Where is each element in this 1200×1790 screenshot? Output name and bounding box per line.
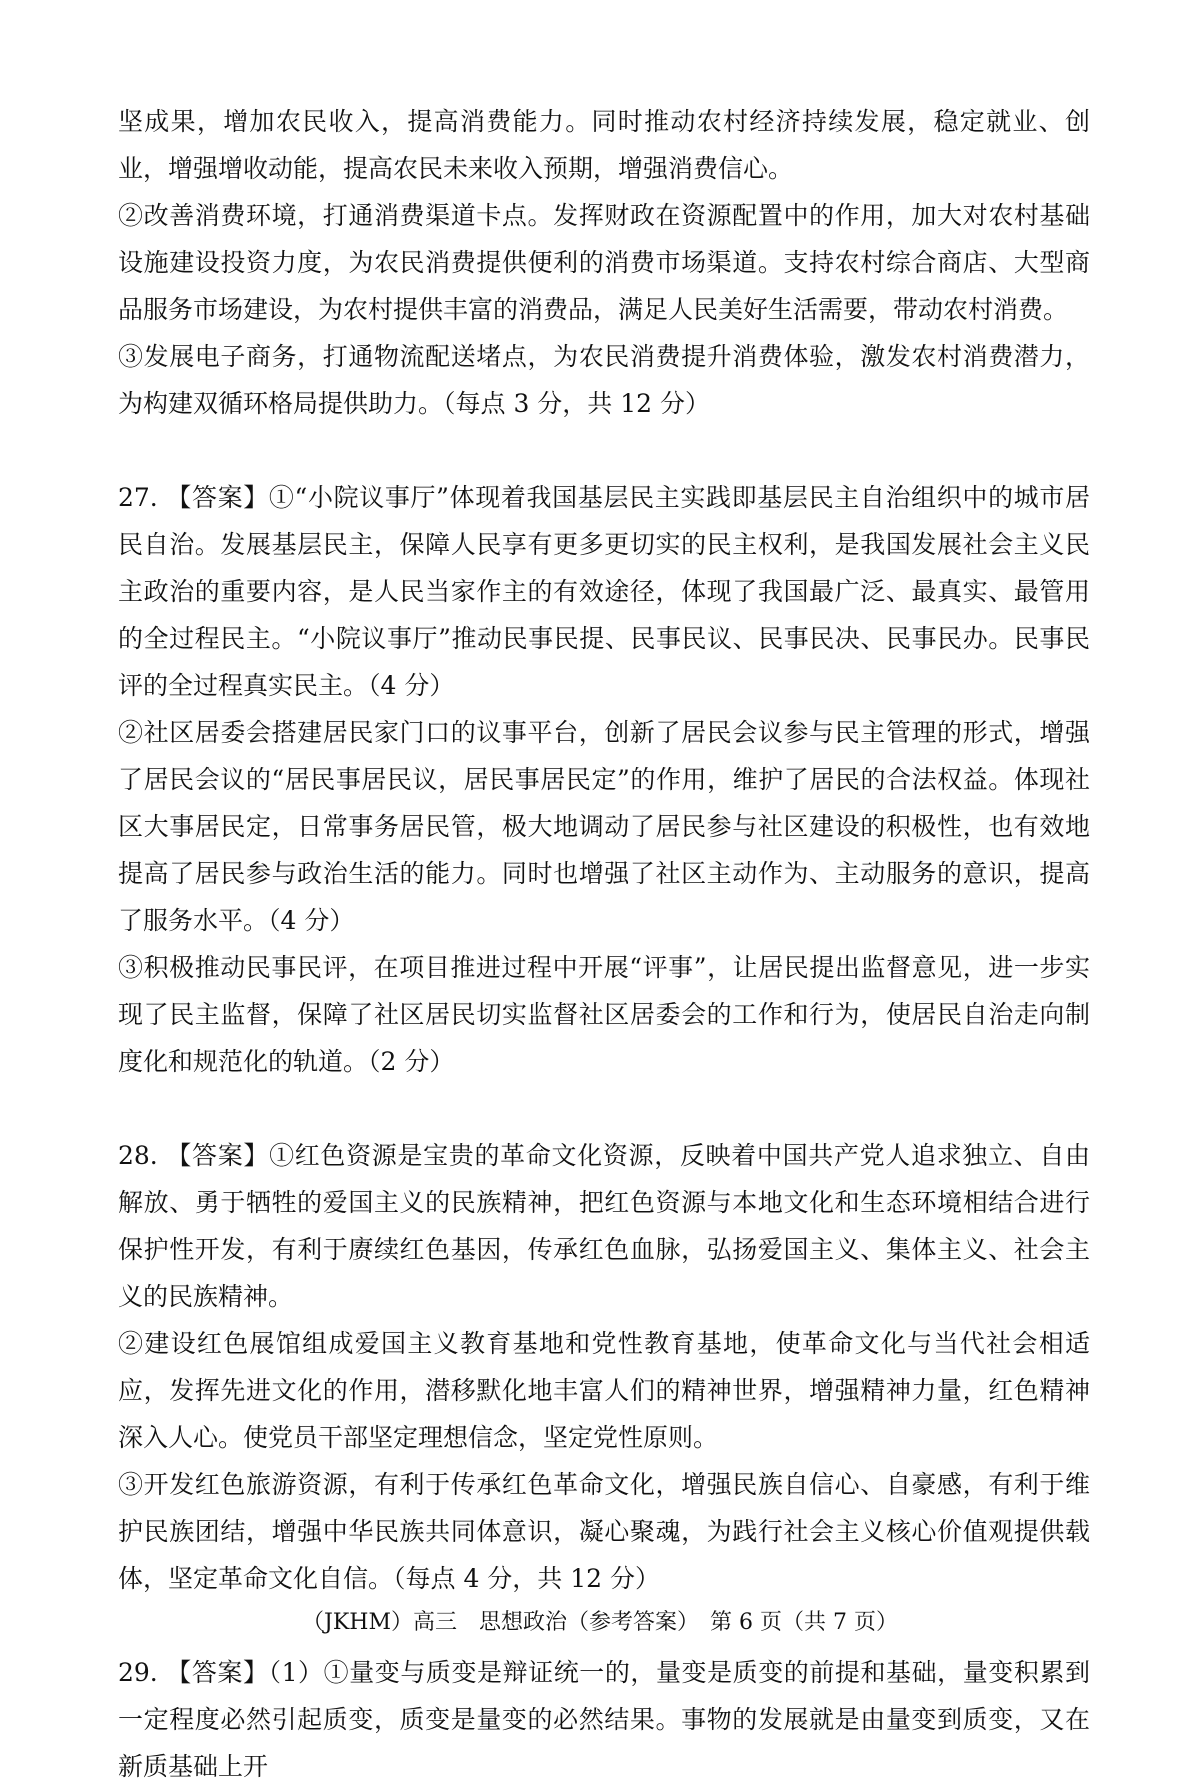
section-gap [118, 427, 1090, 474]
question-answer-heading: 27. 【答案】①“小院议事厅”体现着我国基层民主实践即基层民主自治组织中的城市居民自治。发展基层民主，保障人民享有更多更切实的民主权利，是我国发展社会主义民主政治的重要内容，是人民当家作主的有效途径，体现了我国最广泛、最真实、最管用的全过程民主。“小院议事厅”推动民事民提、民事民议、民事民决、民事民办。民事民评的全过程真实民主。（4 分） [118, 483, 1090, 700]
paragraph: ③发展电子商务，打通物流配送堵点，为农民消费提升消费体验，激发农村消费潜力，为构建双循环格局提供助力。（每点 3 分，共 12 分） [118, 342, 1090, 418]
section-q27 [118, 474, 1090, 1085]
paragraph: ②社区居委会搭建居民家门口的议事平台，创新了居民会议参与民主管理的形式，增强了居民会议的“居民事居民议，居民事居民定”的作用，维护了居民的合法权益。体现社区大事居民定，日常事务居民管，极大地调动了居民参与社区建设的积极性，也有效地提高了居民参与政治生活的能力。同时也增强了社区主动作为、主动服务的意识，提高了服务水平。（4 分） [118, 718, 1090, 935]
question-answer-heading: 28. 【答案】①红色资源是宝贵的革命文化资源，反映着中国共产党人追求独立、自由解放、勇于牺牲的爱国主义的民族精神，把红色资源与本地文化和生态环境相结合进行保护性开发，有利于赓续红色基因，传承红色血脉，弘扬爱国主义、集体主义、社会主义的民族精神。 [118, 1141, 1090, 1311]
section-gap [118, 1085, 1090, 1132]
question-answer-heading: 29. 【答案】（1）①量变与质变是辩证统一的，量变是质变的前提和基础，量变积累到一定程度必然引起质变，质变是量变的必然结果。事物的发展就是由量变到质变，又在新质基础上开 [118, 1658, 1090, 1781]
paragraph: 坚成果，增加农民收入，提高消费能力。同时推动农村经济持续发展，稳定就业、创业，增强增收动能，提高农民未来收入预期，增强消费信心。 [118, 107, 1090, 183]
section-q29 [118, 1649, 1090, 1790]
paragraph: ③积极推动民事民评，在项目推进过程中开展“评事”，让居民提出监督意见，进一步实现了民主监督，保障了社区居民切实监督社区居委会的工作和行为，使居民自治走向制度化和规范化的轨道。（2 分） [118, 953, 1090, 1076]
paragraph: ③开发红色旅游资源，有利于传承红色革命文化，增强民族自信心、自豪感，有利于维护民族团结，增强中华民族共同体意识，凝心聚魂，为践行社会主义核心价值观提供载体，坚定革命文化自信。（每点 4 分，共 12 分） [118, 1470, 1090, 1593]
paragraph: ②改善消费环境，打通消费渠道卡点。发挥财政在资源配置中的作用，加大对农村基础设施建设投资力度，为农民消费提供便利的消费市场渠道。支持农村综合商店、大型商品服务市场建设，为农村提供丰富的消费品，满足人民美好生活需要，带动农村消费。 [118, 201, 1090, 324]
answer-content [118, 98, 1090, 1790]
section-q26-continued [118, 98, 1090, 427]
section-q28 [118, 1132, 1090, 1602]
page-footer: （JKHM）高三 思想政治（参考答案） 第 6 页（共 7 页） [302, 1610, 898, 1635]
paragraph: ②建设红色展馆组成爱国主义教育基地和党性教育基地，使革命文化与当代社会相适应，发挥先进文化的作用，潜移默化地丰富人们的精神世界，增强精神力量，红色精神深入人心。使党员干部坚定理想信念，坚定党性原则。 [118, 1329, 1090, 1452]
